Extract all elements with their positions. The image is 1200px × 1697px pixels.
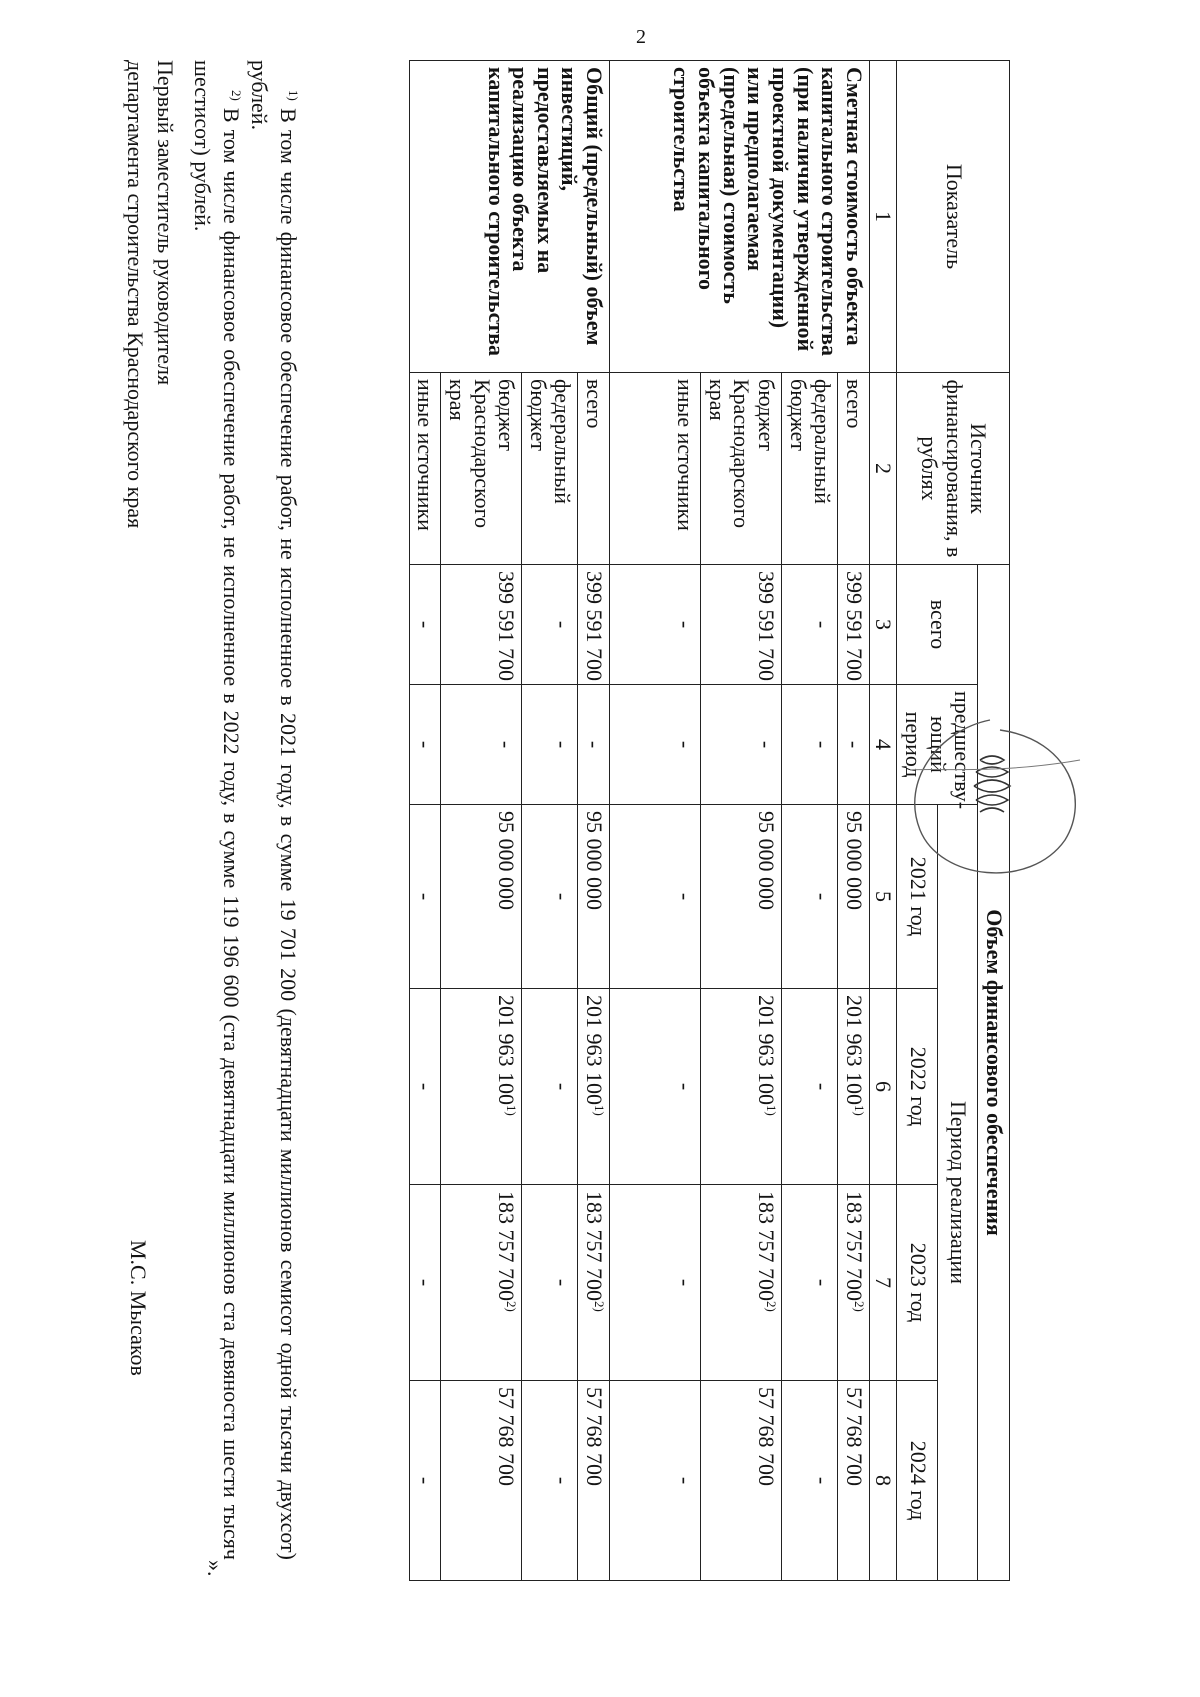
year-2022-cell: 201 963 100$^{1)}$: [701, 989, 782, 1185]
year-2023-cell: 183 757 700$^{2)}$: [441, 1185, 522, 1381]
year-2023-cell: -: [610, 1185, 701, 1381]
previous-cell: -: [441, 685, 522, 805]
footnote-ref: 2): [764, 1301, 779, 1312]
footnote-ref: 1): [592, 1105, 608, 1116]
footnote-ref: 1): [504, 1105, 520, 1116]
footnote-2: $^{2)}$ В том числе финансовое обеспечение работ, не исполненное в 2022 году, в сумме 119 196 600 (ста девятнадцати миллионов ста девяноста шести тысяч шестисот) рублей.: [190, 60, 244, 1560]
year-2023-cell: -: [409, 1185, 441, 1381]
source-cell: иные источники: [610, 373, 701, 565]
year-2022-cell: -: [409, 989, 441, 1185]
source-cell: бюджет Краснодарского края: [441, 373, 522, 565]
signer-position-line-1: Первый заместитель руководителя: [153, 60, 178, 386]
year-2024-cell: 57 768 700: [578, 1381, 610, 1581]
year-2022-cell: -: [522, 989, 578, 1185]
header-indicator: Показатель: [897, 61, 1010, 373]
source-cell: федеральный бюджет: [522, 373, 578, 565]
header-year-2023: 2023 год: [897, 1185, 937, 1381]
year-2021-cell: 95 000 000: [578, 805, 610, 989]
page-number: 2: [636, 26, 646, 48]
header-volume: Объем финансового обеспечения: [978, 565, 1010, 1581]
column-number: 2: [869, 373, 897, 565]
signer-position-line-2: департамента строительства Краснодарского края: [123, 60, 149, 529]
year-2024-cell: -: [782, 1381, 838, 1581]
header-total: всего: [897, 565, 978, 685]
column-number: 5: [869, 805, 897, 989]
footnote-1: $^{1)}$ В том числе финансовое обеспечение работ, не исполненное в 2021 году, в сумме 19 701 200 (девятнадцати миллионов семисот одной тысячи двухсот) рублей.: [247, 60, 301, 1560]
year-2024-cell: 57 768 700: [838, 1381, 870, 1581]
year-2021-cell: -: [610, 805, 701, 989]
header-period: Период реализации: [937, 805, 977, 1581]
year-2022-cell: 201 963 100$^{1)}$: [578, 989, 610, 1185]
year-2022-cell: -: [782, 989, 838, 1185]
total-cell: 399 591 700: [578, 565, 610, 685]
previous-cell: -: [522, 685, 578, 805]
footnote-ref: 1): [764, 1105, 779, 1116]
previous-cell: -: [610, 685, 701, 805]
column-number: 4: [869, 685, 897, 805]
handwritten-signature: [880, 700, 1100, 900]
year-2022-cell: 201 963 100$^{1)}$: [838, 989, 870, 1185]
signature-block: [121, 60, 180, 1560]
total-cell: 399 591 700: [701, 565, 782, 685]
source-cell: всего: [838, 373, 870, 565]
footnote-ref: 1): [851, 1105, 867, 1116]
header-previous: предшеству-ющий период: [897, 685, 978, 805]
source-cell: иные источники: [409, 373, 441, 565]
footnote-mark: 2): [228, 90, 244, 101]
total-cell: 399 591 700: [838, 565, 870, 685]
previous-cell: -: [838, 685, 870, 805]
total-cell: 399 591 700: [441, 565, 522, 685]
year-2022-cell: -: [610, 989, 701, 1185]
closing-quote: ».: [203, 1560, 228, 1577]
year-2023-cell: 183 757 700$^{2)}$: [578, 1185, 610, 1381]
year-2023-cell: -: [522, 1185, 578, 1381]
total-cell: -: [610, 565, 701, 685]
header-year-2021: 2021 год: [897, 805, 937, 989]
year-2023-cell: 183 757 700$^{2)}$: [701, 1185, 782, 1381]
previous-cell: -: [782, 685, 838, 805]
year-2024-cell: 57 768 700: [701, 1381, 782, 1581]
column-number: 7: [869, 1185, 897, 1381]
source-cell: бюджет Краснодарского края: [701, 373, 782, 565]
table-row: [838, 61, 870, 1581]
table-row: [578, 61, 610, 1581]
previous-cell: -: [578, 685, 610, 805]
year-2024-cell: -: [409, 1381, 441, 1581]
total-cell: -: [782, 565, 838, 685]
footnote-ref: 2): [504, 1301, 520, 1312]
year-2024-cell: 57 768 700: [441, 1381, 522, 1581]
rotated-page-content: [123, 60, 1010, 1600]
footnote-ref: 2): [851, 1301, 867, 1312]
year-2022-cell: 201 963 100$^{1)}$: [441, 989, 522, 1185]
year-2021-cell: -: [782, 805, 838, 989]
total-cell: -: [522, 565, 578, 685]
year-2021-cell: 95 000 000: [838, 805, 870, 989]
header-source: Источник финансирования, в рублях: [897, 373, 1010, 565]
year-2021-cell: 95 000 000: [441, 805, 522, 989]
year-2021-cell: -: [409, 805, 441, 989]
year-2023-cell: -: [782, 1185, 838, 1381]
column-number: 8: [869, 1381, 897, 1581]
indicator-total-investment: Общий (предельный) объем инвестиций, предоставляемых на реализацию объекта капитального строительства: [409, 61, 609, 373]
footnote-ref: 2): [592, 1301, 608, 1312]
year-2023-cell: 183 757 700$^{2)}$: [838, 1185, 870, 1381]
year-2024-cell: -: [522, 1381, 578, 1581]
source-cell: федеральный бюджет: [782, 373, 838, 565]
total-cell: -: [409, 565, 441, 685]
previous-cell: -: [409, 685, 441, 805]
footnotes: [188, 60, 302, 1560]
header-year-2024: 2024 год: [897, 1381, 937, 1581]
year-2021-cell: -: [522, 805, 578, 989]
source-cell: всего: [578, 373, 610, 565]
previous-cell: -: [701, 685, 782, 805]
indicator-estimated-cost: Сметная стоимость объекта капитального строительства (при наличии утвержденной проектной документации) или предполагаемая (предельная) стоимость объекта капитального строительства: [610, 61, 870, 373]
signer-name: М.С. Мысаков: [126, 1240, 151, 1376]
column-number: 3: [869, 565, 897, 685]
footnote-mark: 1): [286, 90, 301, 101]
column-number: 1: [869, 61, 897, 373]
year-2021-cell: 95 000 000: [701, 805, 782, 989]
column-number: 6: [869, 989, 897, 1185]
header-year-2022: 2022 год: [897, 989, 937, 1185]
year-2024-cell: -: [610, 1381, 701, 1581]
